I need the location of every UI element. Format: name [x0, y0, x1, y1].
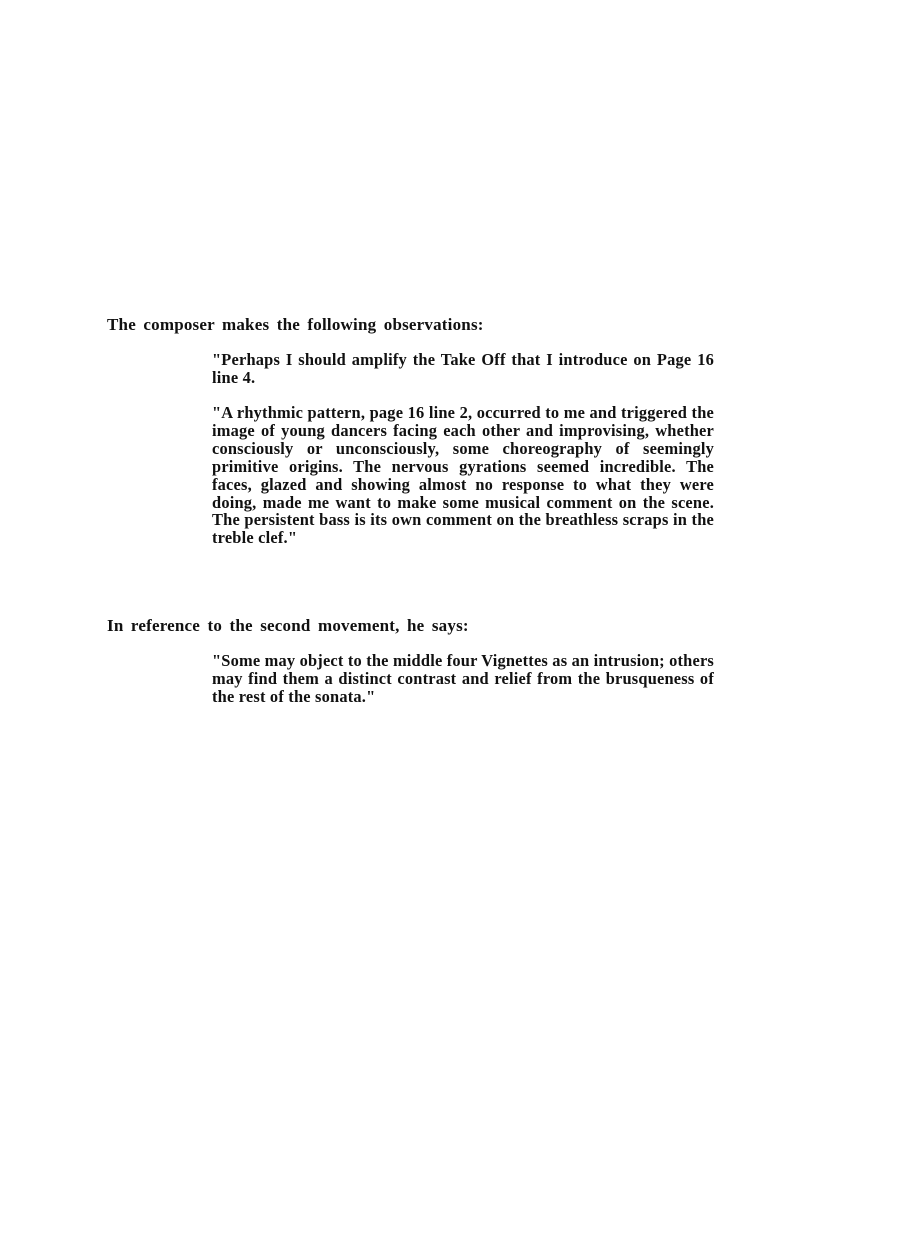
- section-two-intro: In reference to the second movement, he says:: [107, 616, 469, 635]
- quote-rhythmic-pattern: "A rhythmic pattern, page 16 line 2, occurred to me and triggered the image of young dancers facing each other and improvising, whether consciously or unconsciously, some choreography of seemingly primitive origins. The nervous gyrations seemed incredible. The faces, glazed and showing almost no response to what they were doing, made me want to make some musical comment on the scene. The persistent bass is its own comment on the breathless scraps in the treble clef.": [212, 403, 714, 548]
- quote-take-off: "Perhaps I should amplify the Take Off that I introduce on Page 16 line 4.: [212, 350, 714, 387]
- quote-vignettes: "Some may object to the middle four Vignettes as an intrusion; others may find them a distinct contrast and relief from the brusqueness of the rest of the sonata.": [212, 651, 714, 706]
- section-one-intro: The composer makes the following observations:: [107, 315, 484, 334]
